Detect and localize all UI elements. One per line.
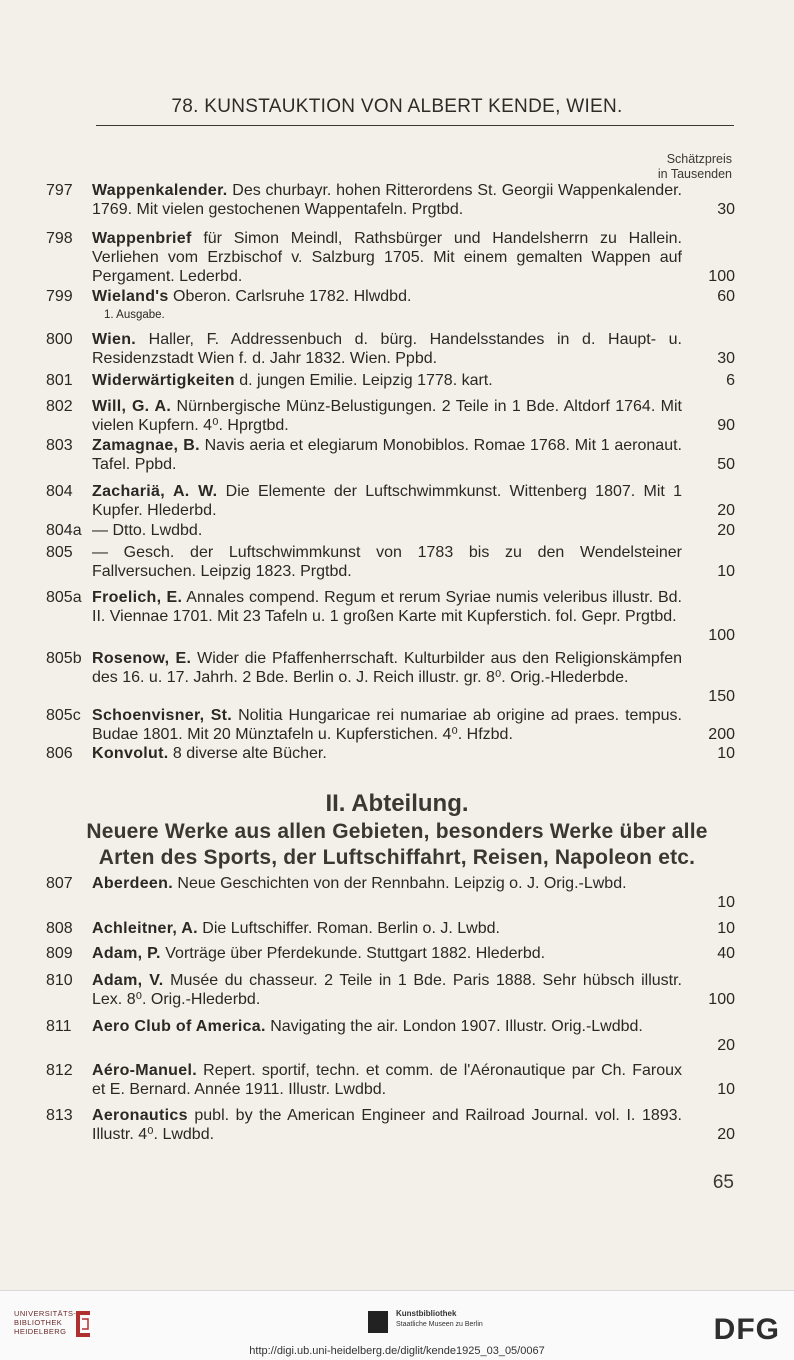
entry-price: 10 [717,920,735,937]
entry-price: 90 [717,417,735,434]
entry-number: 799 [46,288,73,305]
entry-text: Des churbayr. hohen Ritterordens St. Georgii Wappenkalender. 1769. Mit vielen gestochenen Wappentafeln. Prgtbd. [92,182,682,218]
entry-title: Rosenow, E. [92,650,192,667]
entry-price: 20 [717,522,735,539]
entry-text: für Simon Meindl, Rathsbürger und Handelsherrn zu Hallein. Verliehen vom Erzbischof v. Salzburg 1705. Mit einem gemalten Wappen auf Pergament. Lederbd. [92,230,682,285]
entry-title: Konvolut. [92,745,169,762]
section-subtitle-line-1: Neuere Werke aus allen Gebieten, besonders Werke über alle [86,820,708,843]
entry-description [92,330,682,368]
page-number: 65 [712,1172,734,1193]
entry-price: 100 [708,268,735,285]
university-seal-icon [72,1307,94,1339]
entry-text: publ. by the American Engineer and Railroad Journal. vol. I. 1893. Illustr. 4⁰. Lwdbd. [92,1107,682,1143]
entry-price: 30 [717,350,735,367]
entry-price: 10 [717,745,735,762]
entry-description [92,1106,682,1144]
entry-price: 6 [726,372,735,389]
uni-logo-line-3: HEIDELBERG [14,1327,67,1336]
kb-logo-line-2: Staatliche Museen zu Berlin [396,1321,483,1328]
section-title: II. Abteilung. [325,790,469,817]
entry-number: 805 [46,544,73,561]
entry-title: Wieland's [92,288,169,305]
entry-description [92,919,682,938]
entry-title: Wappenbrief [92,230,192,247]
entry-text: Die Luftschiffer. Roman. Berlin o. J. Lwbd. [197,920,500,937]
entry-text: Navigating the air. London 1907. Illustr. Orig.-Lwdbd. [265,1018,643,1035]
entry-price: 10 [717,894,735,911]
entry-title: Achleitner, A. [92,920,198,937]
entry-price: 50 [717,456,735,473]
entry-title: Zachariä, A. W. [92,483,218,500]
entry-number: 804 [46,483,73,500]
entry-title: Zamagnae, B. [92,437,200,454]
entry-text: Die Elemente der Luftschwimmkunst. Wittenberg 1807. Mit 1 Kupfer. Hlederbd. [92,483,683,519]
entry-description [92,521,682,540]
entry-number: 810 [46,972,73,989]
running-head: 78. KUNSTAUKTION VON ALBERT KENDE, WIEN. [171,96,623,117]
entry-note: 1. Ausgabe. [104,309,165,321]
entry-text: d. jungen Emilie. Leipzig 1778. kart. [234,372,493,389]
entry-number: 805a [46,589,82,606]
entry-title: Widerwärtigkeiten [92,372,235,389]
kunstbibliothek-square-icon [368,1311,388,1333]
entry-description [92,874,682,893]
entry-number: 798 [46,230,73,247]
entry-number: 803 [46,437,73,454]
university-library-logo[interactable] [14,1309,76,1336]
entry-number: 813 [46,1107,73,1124]
section-subtitle-line-2: Arten des Sports, der Luftschiffahrt, Reisen, Napoleon etc. [98,846,696,869]
entry-title: Aero Club of America. [92,1018,266,1035]
price-label-line-2: in Tausenden [657,167,732,181]
entry-price: 20 [717,1037,735,1054]
entry-title: Wappenkalender. [92,182,228,199]
entry-price: 200 [708,726,735,743]
uni-logo-line-1: UNIVERSITÄTS- [14,1309,77,1318]
entry-number: 805c [46,707,81,724]
permalink-url[interactable]: http://digi.ub.uni-heidelberg.de/diglit/kende1925_03_05/0067 [249,1345,545,1357]
entry-price: 30 [717,201,735,218]
entry-description [92,971,682,1009]
entry-text: 8 diverse alte Bücher. [168,745,327,762]
entry-number: 800 [46,331,73,348]
entry-title: Adam, P. [92,945,161,962]
entry-price: 40 [717,945,735,962]
entry-text: — Gesch. der Luftschwimmkunst von 1783 bis zu den Wendelsteiner Fallversuchen. Leipzig 1823. Prgtbd. [92,544,682,580]
entry-description [92,371,682,390]
entry-text: Nürnbergische Münz-Belustigungen. 2 Teile in 1 Bde. Altdorf 1764. Mit vielen Kupfern. 4⁰. Hprgtbd. [92,398,682,434]
entry-description [92,181,682,219]
entry-number: 808 [46,920,73,937]
entry-description [92,744,682,763]
entry-number: 806 [46,745,73,762]
entry-title: Adam, V. [92,972,164,989]
entry-number: 797 [46,182,73,199]
entry-title: Froelich, E. [92,589,183,606]
entry-number: 801 [46,372,73,389]
entry-number: 805b [46,650,82,667]
entry-price: 150 [708,688,735,705]
price-column-label [658,152,732,182]
entry-text: Nolitia Hungaricae rei numariae ab origine ad praes. tempus. Budae 1801. Mit 20 Münztafeln u. Kupferstichen. 4⁰. Hfzbd. [92,707,682,743]
entry-text: Neue Geschichten von der Rennbahn. Leipzig o. J. Orig.-Lwbd. [172,875,627,892]
entry-number: 811 [46,1018,72,1035]
entry-price: 60 [717,288,735,305]
entry-number: 812 [46,1062,73,1079]
entry-title: Aéro-Manuel. [92,1062,197,1079]
entry-text: — Dtto. Lwdbd. [92,522,203,539]
entry-description [92,1061,682,1099]
entry-description [92,944,682,963]
kb-logo-line-1: Kunstbibliothek [396,1309,457,1318]
entry-description [92,229,682,286]
entry-text: Annales compend. Regum et rerum Syriae numis veleribus illustr. Bd. II. Viennae 1701. Mit 23 Tafeln u. 1 großen Karte mit Kupferstich. fol. Gepr. Prgtbd. [92,589,682,625]
entry-title: Will, G. A. [92,398,172,415]
entry-text: Musée du chasseur. 2 Teile in 1 Bde. Paris 1888. Sehr hübsch illustr. Lex. 8⁰. Orig.-Hlederbd. [92,972,682,1008]
entry-description [92,706,682,744]
entry-description [92,436,682,474]
dfg-logo[interactable]: DFG [713,1313,780,1346]
entry-price: 10 [717,563,735,580]
entry-text: Vorträge über Pferdekunde. Stuttgart 1882. Hlederbd. [160,945,546,962]
entry-description [92,588,682,626]
entry-price: 20 [717,1126,735,1143]
entry-title: Aeronautics [92,1107,188,1124]
entry-text: Wider die Pfaffenherrschaft. Kulturbilder aus den Religionskämpfen des 16. u. 17. Jahrh. 2 Bde. Berlin o. J. Reich illustr. gr. 8⁰. Orig.-Hlederbde. [92,650,682,686]
entry-title: Aberdeen. [92,875,173,892]
entry-text: Repert. sportif, techn. et comm. de l'Aéronautique par Ch. Faroux et E. Bernard. Année 1911. Illustr. Lwdbd. [92,1062,682,1098]
entry-description [92,1017,682,1036]
price-label-line-1: Schätzpreis [666,152,732,166]
uni-logo-line-2: BIBLIOTHEK [14,1318,63,1327]
entry-description [92,397,682,435]
entry-title: Schoenvisner, St. [92,707,233,724]
entry-description [92,649,682,687]
entry-number: 807 [46,875,73,892]
entry-text: Navis aeria et elegiarum Monobiblos. Romae 1768. Mit 1 aeronaut. Tafel. Ppbd. [92,437,682,473]
entry-price: 10 [717,1081,735,1098]
entry-text: Haller, F. Addressenbuch d. bürg. Handelsstandes in d. Haupt- u. Residenzstadt Wien f. d. Jahr 1832. Wien. Ppbd. [92,331,682,367]
entry-description [92,482,682,520]
header-rule [96,125,734,126]
entry-number: 804a [46,522,82,539]
entry-title: Wien. [92,331,137,348]
entry-number: 809 [46,945,73,962]
entry-number: 802 [46,398,73,415]
entry-price: 20 [717,502,735,519]
entry-price: 100 [708,627,735,644]
entry-price: 100 [708,991,735,1008]
viewer-footer [0,1290,794,1360]
entry-text: Oberon. Carlsruhe 1782. Hlwdbd. [168,288,412,305]
entry-description [92,287,682,322]
entry-description [92,543,682,581]
